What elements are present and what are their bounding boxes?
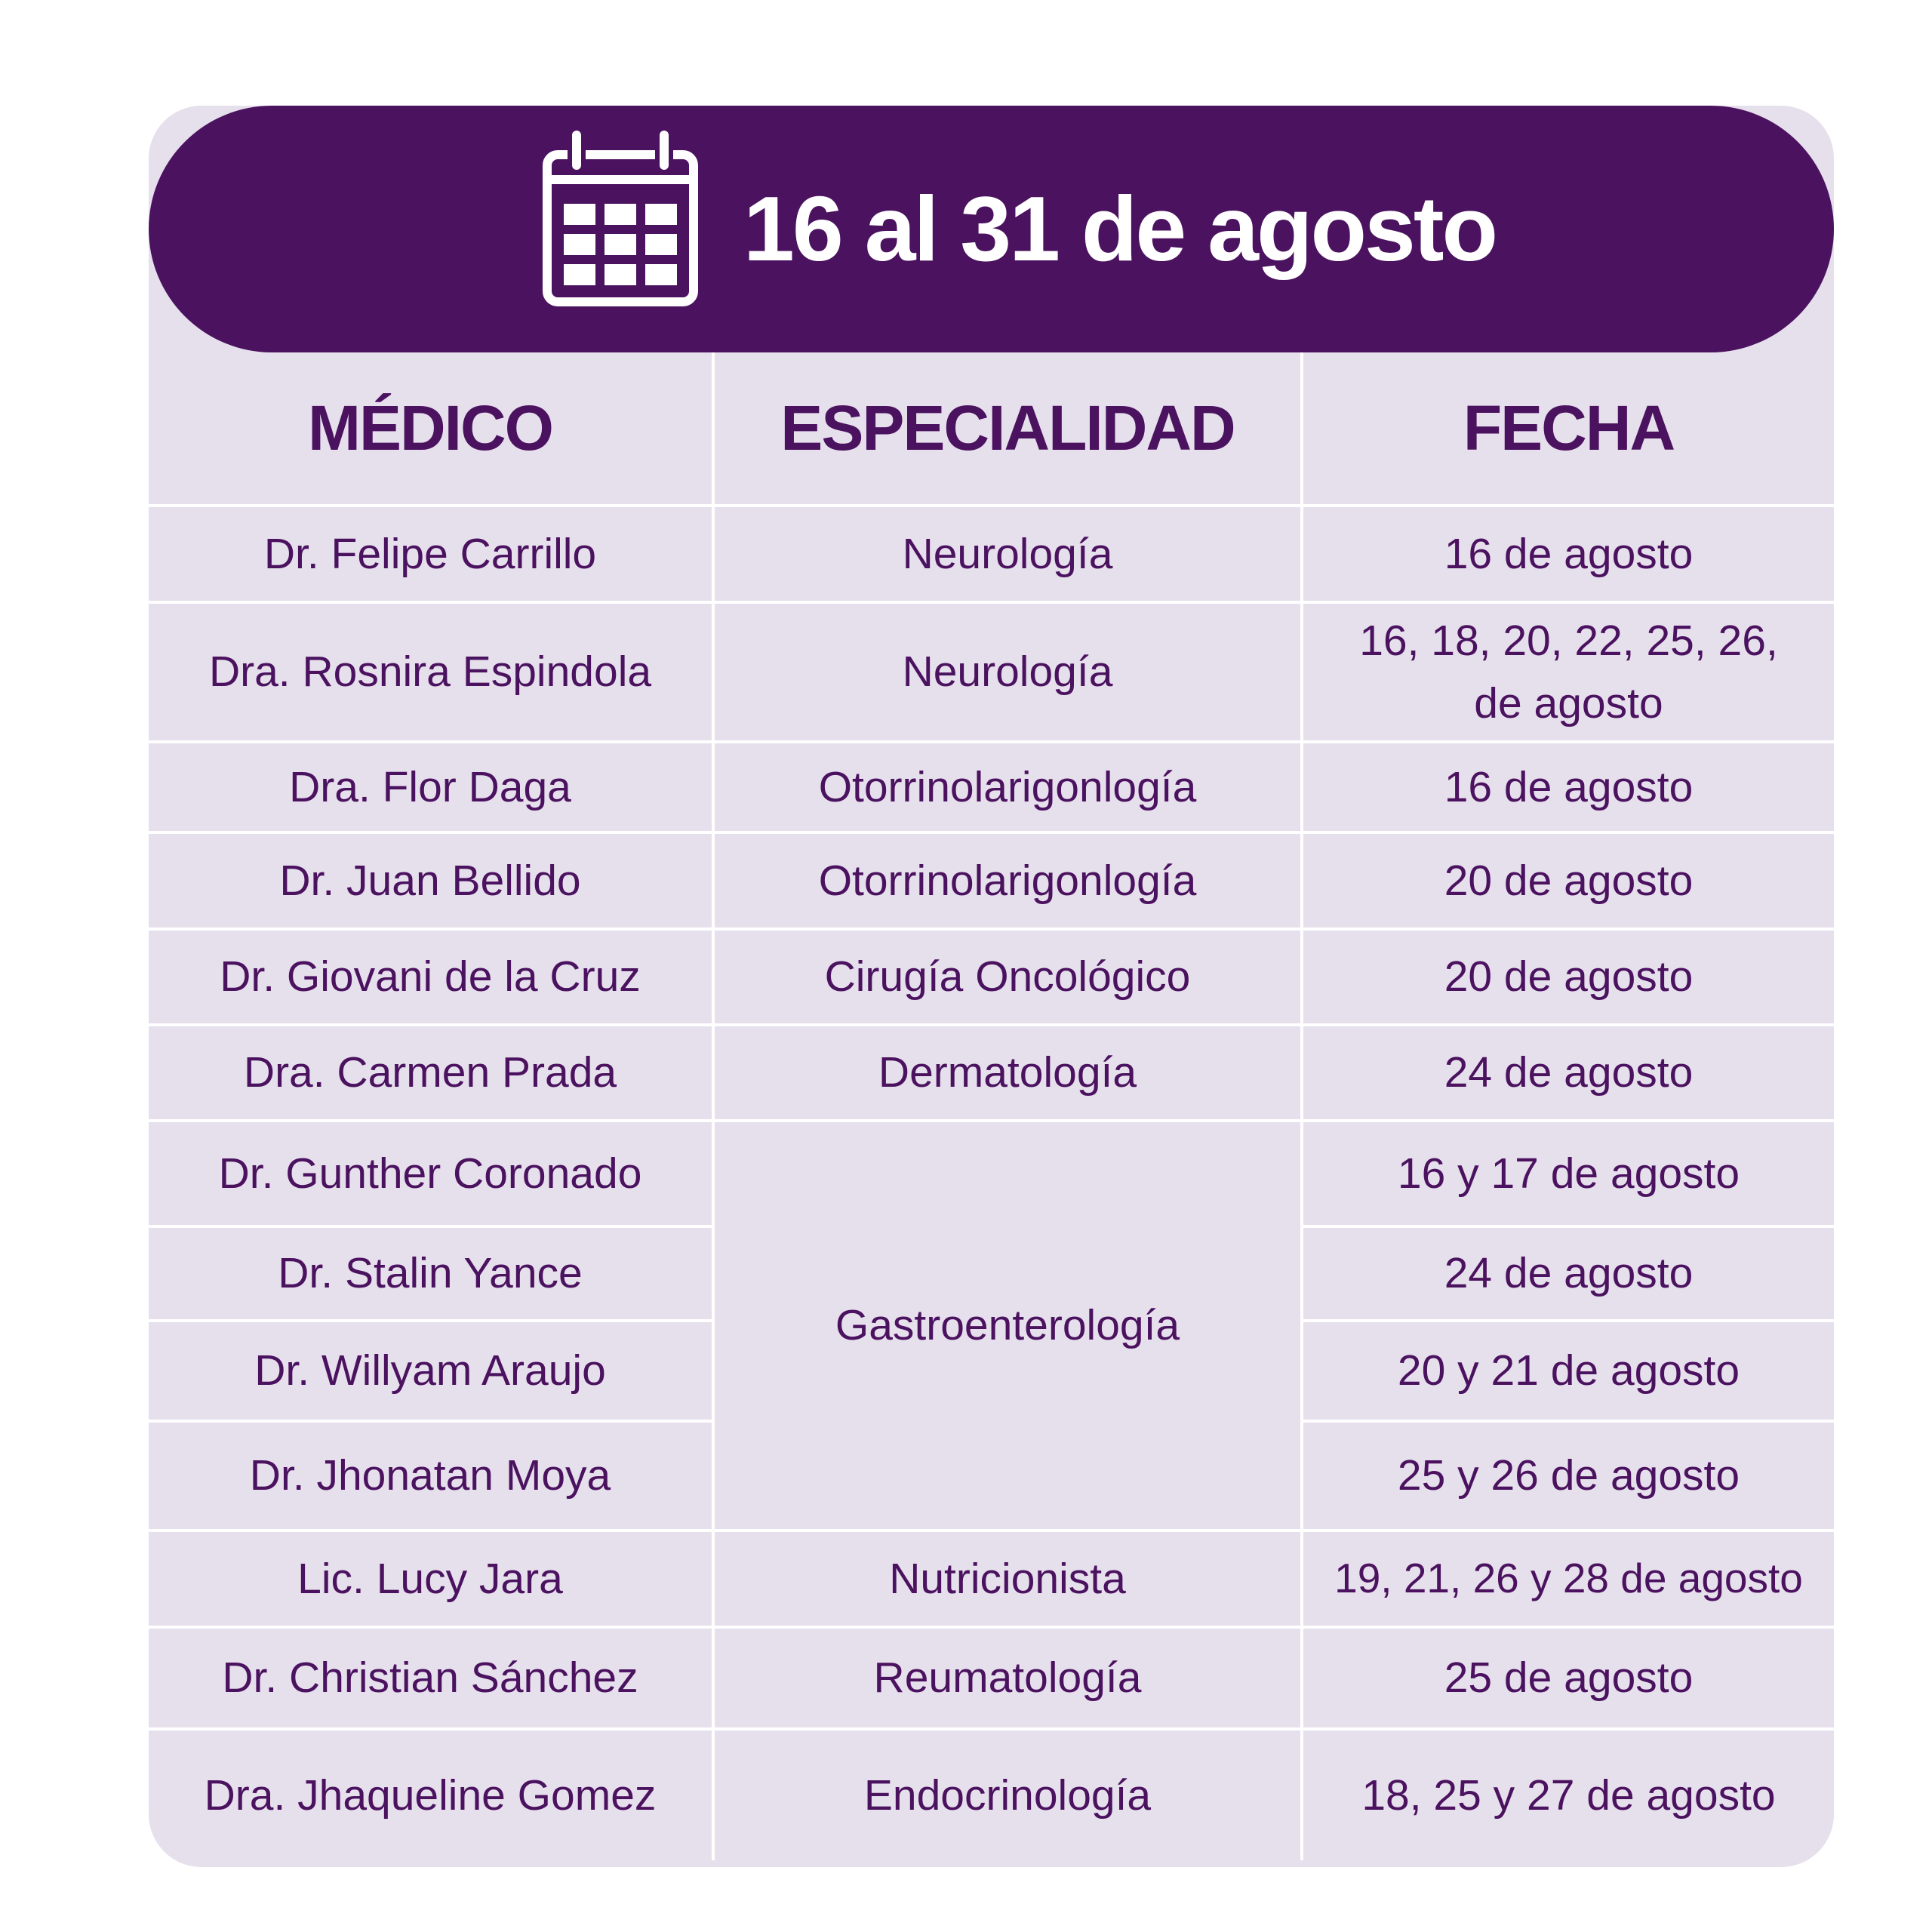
especialidad-cell: Endocrinología <box>715 1730 1303 1860</box>
header-fecha: FECHA <box>1303 352 1834 507</box>
medico-cell: Dr. Felipe Carrillo <box>149 507 715 604</box>
especialidad-cell: Dermatología <box>715 1026 1303 1122</box>
medico-cell: Dr. Willyam Araujo <box>149 1322 715 1423</box>
calendar-icon <box>541 128 700 309</box>
medico-cell: Dr. Jhonatan Moya <box>149 1423 715 1532</box>
schedule-card <box>149 106 1834 1867</box>
fecha-cell: 20 y 21 de agosto <box>1303 1322 1834 1423</box>
fecha-cell: 25 de agosto <box>1303 1629 1834 1730</box>
medico-cell: Dra. Flor Daga <box>149 743 715 834</box>
especialidad-cell: Reumatología <box>715 1629 1303 1730</box>
fecha-cell: 19, 21, 26 y 28 de agosto <box>1303 1532 1834 1629</box>
header-medico: MÉDICO <box>149 352 715 507</box>
medico-cell: Dr. Christian Sánchez <box>149 1629 715 1730</box>
especialidad-cell: Cirugía Oncológico <box>715 931 1303 1026</box>
especialidad-cell-merged: Gastroenterología <box>715 1122 1303 1532</box>
medico-cell: Lic. Lucy Jara <box>149 1532 715 1629</box>
fecha-cell: 16 de agosto <box>1303 507 1834 604</box>
fecha-cell: 16, 18, 20, 22, 25, 26, de agosto <box>1303 604 1834 743</box>
header-especialidad: ESPECIALIDAD <box>715 352 1303 507</box>
fecha-cell: 24 de agosto <box>1303 1026 1834 1122</box>
fecha-cell: 18, 25 y 27 de agosto <box>1361 1770 1776 1820</box>
especialidad-cell: Neurología <box>715 507 1303 604</box>
medico-cell: Dra. Rosnira Espindola <box>149 604 715 743</box>
especialidad-cell: Otorrinolarigonlogía <box>715 834 1303 931</box>
schedule-table <box>149 352 1834 1867</box>
especialidad-cell: Neurología <box>715 604 1303 743</box>
fecha-cell: 16 y 17 de agosto <box>1303 1122 1834 1228</box>
fecha-cell: 25 y 26 de agosto <box>1303 1423 1834 1532</box>
medico-cell: Dra. Carmen Prada <box>149 1026 715 1122</box>
fecha-cell: 20 de agosto <box>1303 931 1834 1026</box>
medico-cell: Dr. Stalin Yance <box>149 1228 715 1322</box>
medico-cell: Dr. Gunther Coronado <box>149 1122 715 1228</box>
fecha-cell: 16 de agosto <box>1303 743 1834 834</box>
fecha-cell: 24 de agosto <box>1303 1228 1834 1322</box>
banner-title: 16 al 31 de agosto <box>743 177 1496 280</box>
especialidad-cell: Nutricionista <box>715 1532 1303 1629</box>
medico-cell: Dr. Juan Bellido <box>149 834 715 931</box>
medico-cell: Dr. Giovani de la Cruz <box>149 931 715 1026</box>
especialidad-cell: Otorrinolarigonlogía <box>715 743 1303 834</box>
fecha-cell: 20 de agosto <box>1303 834 1834 931</box>
date-banner <box>149 106 1834 352</box>
medico-cell: Dra. Jhaqueline Gomez <box>149 1730 715 1860</box>
